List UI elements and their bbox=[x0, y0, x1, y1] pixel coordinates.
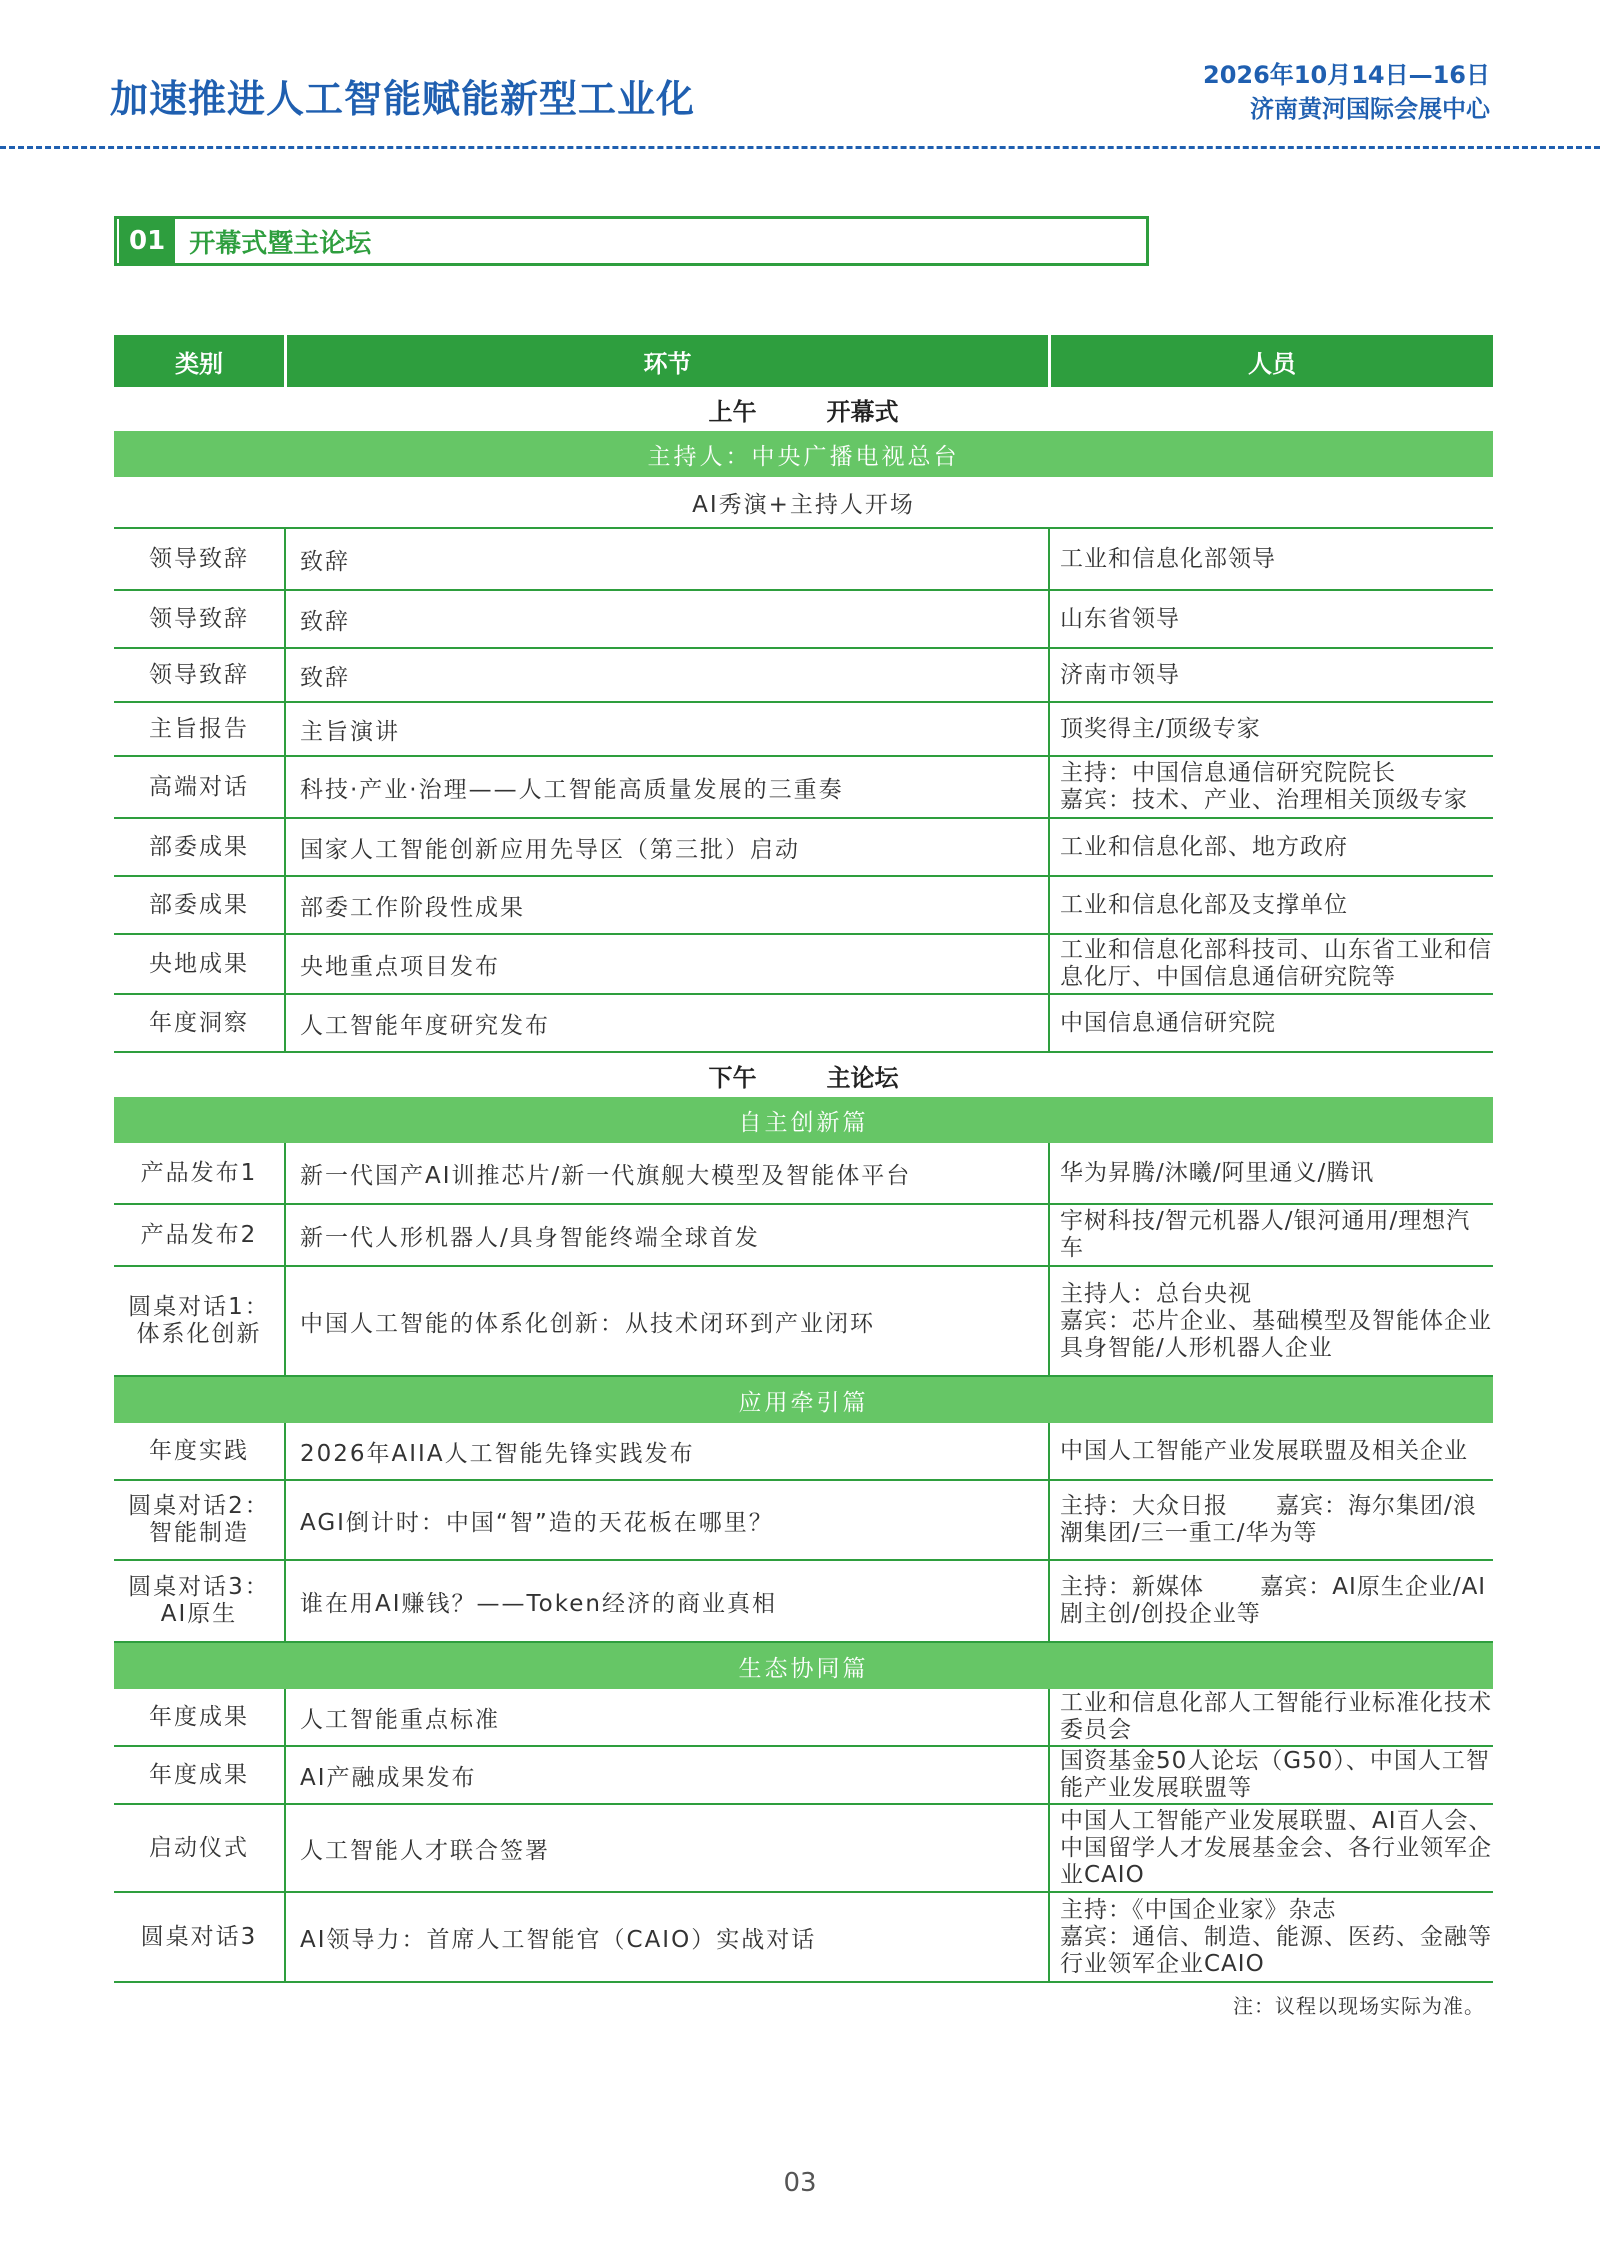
session-cell bbox=[284, 819, 1048, 875]
category-cell bbox=[114, 1747, 284, 1803]
category-cell-text: 圆桌对话3： AI原生 bbox=[128, 1574, 270, 1627]
category-cell-text: 央地成果 bbox=[149, 950, 249, 977]
category-cell-text: 圆桌对话1： 体系化创新 bbox=[128, 1294, 270, 1347]
innovation-rows bbox=[114, 1143, 1493, 1377]
session-cell-text: 中国人工智能的体系化创新：从技术闭环到产业闭环 bbox=[300, 1310, 875, 1337]
table-row bbox=[114, 757, 1493, 819]
session-cell bbox=[284, 877, 1048, 933]
category-cell bbox=[114, 757, 284, 817]
session-cell-text: AGI倒计时：中国“智”造的天花板在哪里？ bbox=[300, 1509, 774, 1536]
header-divider bbox=[0, 146, 1600, 149]
category-cell bbox=[114, 1205, 284, 1265]
session-cell bbox=[284, 529, 1048, 589]
category-cell-text: 领导致辞 bbox=[149, 661, 249, 688]
opening-show: AI秀演+主持人开场 bbox=[114, 477, 1493, 529]
session-cell-text: 人工智能人才联合签署 bbox=[300, 1837, 550, 1864]
morning-name: 开幕式 bbox=[826, 397, 899, 426]
session-cell bbox=[284, 757, 1048, 817]
category-cell-text: 部委成果 bbox=[149, 891, 249, 918]
table-row bbox=[114, 819, 1493, 877]
people-cell bbox=[1048, 877, 1493, 933]
table-row bbox=[114, 1561, 1493, 1643]
people-cell-text: 工业和信息化部领导 bbox=[1060, 545, 1276, 572]
session-cell-text: AI产融成果发布 bbox=[300, 1764, 477, 1791]
people-cell-text: 工业和信息化部科技司、山东省工业和信息化厅、中国信息通信研究院等 bbox=[1060, 937, 1492, 990]
table-row bbox=[114, 1143, 1493, 1205]
table-row bbox=[114, 1805, 1493, 1893]
category-cell bbox=[114, 1689, 284, 1745]
session-cell bbox=[284, 1423, 1048, 1479]
people-cell bbox=[1048, 591, 1493, 647]
people-cell-text: 主持：中国信息通信研究院院长 嘉宾：技术、产业、治理相关顶级专家 bbox=[1060, 760, 1468, 813]
session-cell bbox=[284, 1747, 1048, 1803]
category-cell-text: 高端对话 bbox=[149, 773, 249, 800]
people-cell-text: 济南市领导 bbox=[1060, 661, 1180, 688]
people-cell-text: 顶奖得主/顶级专家 bbox=[1060, 715, 1261, 742]
category-cell bbox=[114, 1267, 284, 1375]
people-cell-text: 山东省领导 bbox=[1060, 605, 1180, 632]
section-heading bbox=[114, 216, 1149, 266]
afternoon-label: 下午 bbox=[708, 1063, 757, 1092]
category-cell-text: 年度成果 bbox=[149, 1761, 249, 1788]
people-cell-text: 主持：《中国企业家》杂志 嘉宾：通信、制造、能源、医药、金融等行业领军企业CAIO bbox=[1060, 1896, 1492, 1977]
session-cell-text: 致辞 bbox=[300, 548, 350, 575]
category-cell bbox=[114, 1423, 284, 1479]
category-cell-text: 年度洞察 bbox=[149, 1009, 249, 1036]
table-header bbox=[114, 335, 1493, 387]
people-cell-text: 中国信息通信研究院 bbox=[1060, 1009, 1276, 1036]
category-cell bbox=[114, 649, 284, 701]
category-cell bbox=[114, 1143, 284, 1203]
category-cell-text: 圆桌对话2： 智能制造 bbox=[128, 1493, 270, 1546]
band-ecosystem: 生态协同篇 bbox=[114, 1643, 1493, 1689]
header-session: 环节 bbox=[284, 335, 1048, 387]
session-cell bbox=[284, 1205, 1048, 1265]
header-category: 类别 bbox=[175, 349, 223, 378]
session-cell-text: 人工智能年度研究发布 bbox=[300, 1012, 550, 1039]
table-row bbox=[114, 703, 1493, 757]
people-cell-text: 工业和信息化部人工智能行业标准化技术委员会 bbox=[1060, 1690, 1492, 1743]
session-cell bbox=[284, 1267, 1048, 1375]
morning-rows bbox=[114, 529, 1493, 1053]
category-cell bbox=[114, 1481, 284, 1559]
category-cell bbox=[114, 591, 284, 647]
people-cell bbox=[1048, 1267, 1493, 1375]
table-row bbox=[114, 1689, 1493, 1747]
session-cell-text: 2026年AIIA人工智能先锋实践发布 bbox=[300, 1440, 695, 1467]
category-cell-text: 圆桌对话3 bbox=[140, 1923, 258, 1950]
afternoon-name: 主论坛 bbox=[826, 1063, 899, 1092]
people-cell bbox=[1048, 819, 1493, 875]
category-cell-text: 年度成果 bbox=[149, 1703, 249, 1730]
table-row bbox=[114, 995, 1493, 1053]
category-cell bbox=[114, 995, 284, 1051]
people-cell bbox=[1048, 529, 1493, 589]
category-cell-text: 启动仪式 bbox=[149, 1834, 249, 1861]
people-cell bbox=[1048, 1689, 1493, 1745]
people-cell bbox=[1048, 1205, 1493, 1265]
page-number: 03 bbox=[783, 2168, 817, 2198]
session-cell bbox=[284, 1689, 1048, 1745]
category-cell bbox=[114, 819, 284, 875]
people-cell bbox=[1048, 649, 1493, 701]
people-cell bbox=[1048, 935, 1493, 993]
session-cell bbox=[284, 935, 1048, 993]
morning-label: 上午 bbox=[708, 397, 757, 426]
category-cell bbox=[114, 529, 284, 589]
table-row bbox=[114, 1893, 1493, 1983]
ecosystem-rows bbox=[114, 1689, 1493, 1983]
people-cell bbox=[1048, 1747, 1493, 1803]
session-cell bbox=[284, 703, 1048, 755]
session-cell-text: 谁在用AI赚钱？——Token经济的商业真相 bbox=[300, 1590, 777, 1617]
people-cell-text: 华为昇腾/沐曦/阿里通义/腾讯 bbox=[1060, 1159, 1375, 1186]
session-cell bbox=[284, 1481, 1048, 1559]
session-cell-text: AI领导力：首席人工智能官（CAIO）实战对话 bbox=[300, 1926, 817, 1953]
table-row bbox=[114, 935, 1493, 995]
table-row bbox=[114, 1205, 1493, 1267]
session-cell-text: 国家人工智能创新应用先导区（第三批）启动 bbox=[300, 836, 800, 863]
session-cell-text: 致辞 bbox=[300, 664, 350, 691]
section-number: 01 bbox=[119, 219, 175, 263]
session-cell-text: 科技·产业·治理——人工智能高质量发展的三重奏 bbox=[300, 776, 844, 803]
people-cell-text: 主持人：总台央视 嘉宾：芯片企业、基础模型及智能体企业 具身智能/人形机器人企业 bbox=[1060, 1280, 1492, 1361]
page-title: 加速推进人工智能赋能新型工业化 bbox=[110, 76, 696, 121]
people-cell-text: 宇树科技/智元机器人/银河通用/理想汽车 bbox=[1060, 1208, 1471, 1261]
band-application: 应用牵引篇 bbox=[114, 1377, 1493, 1423]
session-cell-text: 致辞 bbox=[300, 608, 350, 635]
people-cell-text: 工业和信息化部及支撑单位 bbox=[1060, 891, 1348, 918]
session-cell bbox=[284, 1805, 1048, 1891]
people-cell bbox=[1048, 1481, 1493, 1559]
category-cell-text: 领导致辞 bbox=[149, 545, 249, 572]
category-cell bbox=[114, 703, 284, 755]
event-info bbox=[1203, 58, 1490, 126]
morning-period bbox=[114, 387, 1493, 431]
session-cell-text: 新一代国产AI训推芯片/新一代旗舰大模型及智能体平台 bbox=[300, 1162, 912, 1189]
footnote: 注：议程以现场实际为准。 bbox=[1233, 1994, 1485, 2018]
session-cell-text: 主旨演讲 bbox=[300, 718, 400, 745]
category-cell-text: 部委成果 bbox=[149, 833, 249, 860]
band-innovation: 自主创新篇 bbox=[114, 1097, 1493, 1143]
table-row bbox=[114, 1481, 1493, 1561]
header-people: 人员 bbox=[1048, 335, 1493, 387]
session-cell-text: 新一代人形机器人/具身智能终端全球首发 bbox=[300, 1224, 760, 1251]
table-row bbox=[114, 1423, 1493, 1481]
table-row bbox=[114, 1747, 1493, 1805]
category-cell-text: 主旨报告 bbox=[149, 715, 249, 742]
afternoon-period bbox=[114, 1053, 1493, 1097]
category-cell bbox=[114, 1893, 284, 1981]
people-cell-text: 中国人工智能产业发展联盟及相关企业 bbox=[1060, 1437, 1468, 1464]
event-venue: 济南黄河国际会展中心 bbox=[1250, 95, 1490, 123]
session-cell-text: 部委工作阶段性成果 bbox=[300, 894, 525, 921]
category-cell bbox=[114, 877, 284, 933]
category-cell-text: 年度实践 bbox=[149, 1437, 249, 1464]
table-row bbox=[114, 1267, 1493, 1377]
people-cell bbox=[1048, 757, 1493, 817]
session-cell bbox=[284, 649, 1048, 701]
people-cell-text: 国资基金50人论坛（G50）、中国人工智能产业发展联盟等 bbox=[1060, 1748, 1490, 1801]
session-cell-text: 人工智能重点标准 bbox=[300, 1706, 500, 1733]
people-cell bbox=[1048, 1561, 1493, 1641]
category-cell bbox=[114, 1805, 284, 1891]
agenda-table bbox=[114, 335, 1493, 1983]
session-cell bbox=[284, 591, 1048, 647]
table-row bbox=[114, 529, 1493, 591]
people-cell bbox=[1048, 1893, 1493, 1981]
category-cell-text: 领导致辞 bbox=[149, 605, 249, 632]
session-cell bbox=[284, 1893, 1048, 1981]
table-row bbox=[114, 649, 1493, 703]
people-cell-text: 主持：大众日报 嘉宾：海尔集团/浪潮集团/三一重工/华为等 bbox=[1060, 1493, 1477, 1546]
event-date: 2026年10月14日—16日 bbox=[1203, 61, 1490, 89]
category-cell bbox=[114, 1561, 284, 1641]
session-cell-text: 央地重点项目发布 bbox=[300, 953, 500, 980]
people-cell bbox=[1048, 1805, 1493, 1891]
people-cell bbox=[1048, 1423, 1493, 1479]
people-cell bbox=[1048, 995, 1493, 1051]
table-row bbox=[114, 591, 1493, 649]
people-cell-text: 中国人工智能产业发展联盟、AI百人会、中国留学人才发展基金会、各行业领军企业CAIO bbox=[1060, 1807, 1493, 1888]
host-band: 主持人：中央广播电视总台 bbox=[114, 431, 1493, 477]
category-cell bbox=[114, 935, 284, 993]
session-cell bbox=[284, 1561, 1048, 1641]
people-cell-text: 工业和信息化部、地方政府 bbox=[1060, 833, 1348, 860]
people-cell bbox=[1048, 1143, 1493, 1203]
section-name: 开幕式暨主论坛 bbox=[189, 228, 372, 259]
category-cell-text: 产品发布1 bbox=[140, 1159, 258, 1186]
category-cell-text: 产品发布2 bbox=[140, 1221, 258, 1248]
application-rows bbox=[114, 1423, 1493, 1643]
table-row bbox=[114, 877, 1493, 935]
people-cell-text: 主持：新媒体 嘉宾：AI原生企业/AI剧主创/创投企业等 bbox=[1060, 1574, 1487, 1627]
people-cell bbox=[1048, 703, 1493, 755]
session-cell bbox=[284, 995, 1048, 1051]
session-cell bbox=[284, 1143, 1048, 1203]
